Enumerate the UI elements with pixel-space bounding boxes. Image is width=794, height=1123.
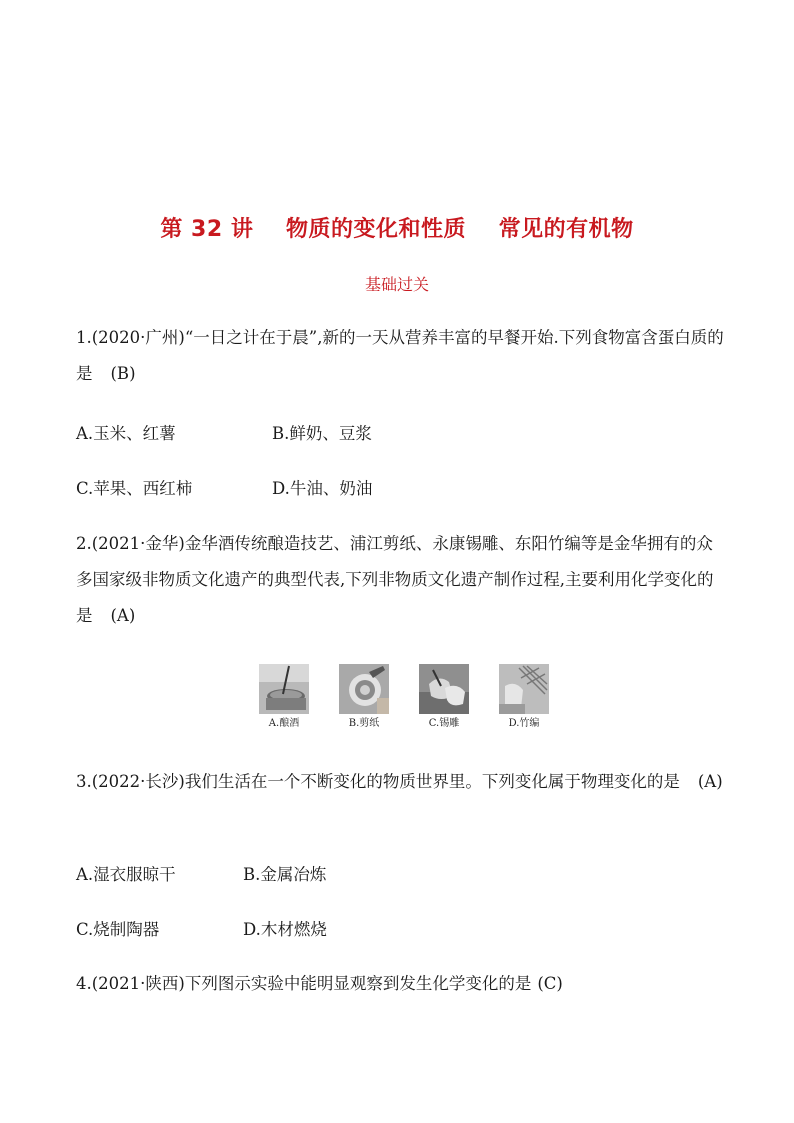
question-2-answer: (A) — [110, 606, 136, 625]
figure-a-caption: A.酿酒 — [268, 718, 300, 729]
question-4-answer: (C) — [537, 974, 563, 993]
figure-d-caption: D.竹编 — [508, 718, 540, 729]
figure-b — [332, 664, 396, 731]
question-4-text: 4.(2021·陕西)下列图示实验中能明显观察到发生化学变化的是 — [76, 974, 532, 993]
question-2 — [76, 526, 724, 634]
section-subtitle: 基础过关 — [364, 275, 429, 294]
question-3-text: 3.(2022·长沙)我们生活在一个不断变化的物质世界里。下列变化属于物理变化的是 — [76, 772, 680, 791]
page-title: 第 32 讲 物质的变化和性质 常见的有机物 — [160, 217, 634, 242]
question-3-option-c: C.烧制陶器 — [76, 920, 160, 939]
figure-a — [252, 664, 316, 731]
question-1-option-c: C.苹果、西红柿 — [76, 479, 193, 498]
figure-c-caption: C.锡雕 — [428, 718, 460, 729]
question-3-option-b: B.金属冶炼 — [243, 865, 327, 884]
question-1-answer: (B) — [110, 364, 136, 383]
question-2-text: 2.(2021·金华)金华酒传统酿造技艺、浦江剪纸、永康锡雕、东阳竹编等是金华拥有的众多国家级非物质文化遗产的典型代表,下列非物质文化遗产制作过程,主要利用化学变化的是 — [76, 534, 714, 625]
question-4 — [76, 966, 724, 1002]
heritage-figure-row — [252, 664, 552, 734]
bamboo-weaving-photo-icon — [499, 664, 549, 714]
figure-d — [492, 664, 556, 731]
question-1-option-a: A.玉米、红薯 — [76, 424, 176, 443]
paper-cutting-photo-icon — [339, 664, 389, 714]
question-3-option-a: A.湿衣服晾干 — [76, 865, 176, 884]
figure-b-caption: B.剪纸 — [348, 718, 380, 729]
wine-brewing-photo-icon — [259, 664, 309, 714]
question-3-option-d: D.木材燃烧 — [243, 920, 327, 939]
question-1 — [76, 320, 724, 392]
question-1-option-d: D.牛油、奶油 — [272, 479, 373, 498]
tin-carving-photo-icon — [419, 664, 469, 714]
question-3-answer: (A) — [697, 772, 723, 791]
question-1-text: 1.(2020·广州)“一日之计在于晨”,新的一天从营养丰富的早餐开始.下列食物富含蛋白质的是 — [76, 328, 724, 383]
question-3 — [76, 764, 724, 800]
figure-c — [412, 664, 476, 731]
question-1-option-b: B.鲜奶、豆浆 — [272, 424, 372, 443]
